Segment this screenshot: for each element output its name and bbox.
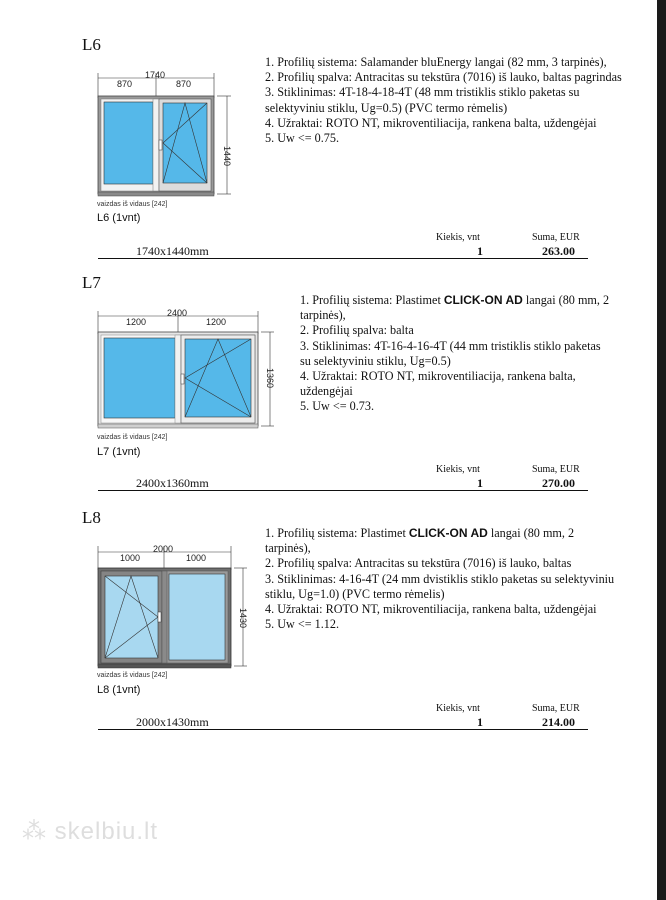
qty-value: 1 [477,476,483,490]
spec-line: 4. Užraktai: ROTO NT, mikroventiliacija, rankena balta, uždengėjai [265,115,597,130]
window-diagram-l6 [93,68,243,208]
item-code: L6 [82,35,101,54]
qty-label: Kiekis, vnt [436,703,480,714]
sum-value: 270.00 [542,476,575,490]
handle-icon [181,374,184,384]
spec-line [265,526,620,556]
dim-right-width: 870 [176,79,192,89]
spec-prefix: 1. Profilių sistema: Plastimet [300,293,444,307]
dim-total-width: 2000 [153,544,174,554]
item-code: L8 [82,508,101,527]
divider-rule [98,258,588,259]
dim-height: 1360 [265,368,275,389]
spec-line: 3. Stiklinimas: 4T-16-4-16-4T (44 mm tristiklis stiklo paketas su selektyviniu stiklu, Ug=0.5) [300,338,601,368]
drawing-caption: vaizdas iš vidaus [242] [97,434,168,441]
qty-label: Kiekis, vnt [436,464,480,475]
sum-label: Suma, EUR [532,232,580,243]
drawing-caption: vaizdas iš vidaus [242] [97,672,168,679]
window-size: 1740x1440mm [136,244,209,258]
spec-product-name: CLICK-ON AD [443,293,523,307]
spec-line: 2. Profilių spalva: Antracitas su tekstūra (7016) iš lauko, baltas [265,556,572,571]
spec-line: 2. Profilių spalva: balta [300,323,414,338]
glass-pane-left [105,576,158,658]
dim-height: 1430 [238,608,248,629]
dim-total-width: 2400 [167,308,188,318]
dim-left-width: 1200 [126,317,147,327]
spec-line: 3. Stiklinimas: 4-16-4T (24 mm dvistiklis stiklo paketas su selektyviniu stiklu, Ug=1.0) (PVC termo rėmelis) [265,571,615,601]
spec-line: 2. Profilių spalva: Antracitas su tekstūra (7016) iš lauko, baltas pagrindas [265,70,622,85]
sum-label: Suma, EUR [532,703,580,714]
spec-line: 1. Profilių sistema: Salamander bluEnergy langai (82 mm, 3 tarpinės), [265,55,607,69]
window-drawing [93,540,253,675]
spec-suffix: langai (80 mm, 2 tarpinės), [265,526,575,556]
glass-pane-left [104,338,175,418]
window-size: 2400x1360mm [136,476,209,490]
spec-product-name: CLICK-ON AD [408,526,488,540]
spec-list [265,526,620,632]
handle-icon [159,140,162,150]
divider-rule [98,729,588,730]
dim-left-width: 1000 [120,553,141,563]
window-diagram-l7 [93,306,278,434]
dim-height: 1440 [222,146,232,167]
sum-value: 263.00 [542,244,575,258]
spec-line: 4. Užraktai: ROTO NT, mikroventiliacija, rankena balta, uždengėjai [265,602,597,617]
spec-line: 5. Uw <= 0.73. [300,399,375,414]
spec-line: 3. Stiklinimas: 4T-18-4-18-4T (48 mm tristiklis stiklo paketas su selektyviniu stiklu, Ug=0.5) (PVC termo rėmelis) [265,85,580,115]
watermark-logo [22,817,158,846]
dim-right-width: 1000 [186,553,207,563]
glass-pane-right [185,339,251,417]
dim-left-width: 870 [117,79,133,89]
spec-prefix: 1. Profilių sistema: Plastimet [265,526,409,540]
spec-line: 5. Uw <= 1.12. [265,617,340,632]
dim-total-width: 1740 [145,70,166,80]
drawing-name: L7 (1vnt) [97,446,141,458]
sum-value: 214.00 [542,715,575,729]
window-drawing [93,306,278,434]
drawing-name: L8 (1vnt) [97,684,141,696]
window-drawing [93,68,243,208]
spec-list [300,293,610,415]
spec-line [300,293,610,323]
dim-right-width: 1200 [206,317,227,327]
qty-value: 1 [477,244,483,258]
right-edge-bar [657,0,666,900]
watermark-icon: ⁂ [22,818,55,845]
qty-label: Kiekis, vnt [436,232,480,243]
drawing-caption: vaizdas iš vidaus [242] [97,201,168,208]
glass-pane-right [163,103,207,183]
spec-line: 4. Užraktai: ROTO NT, mikroventiliacija, rankena balta, uždengėjai [300,369,576,399]
drawing-name: L6 (1vnt) [97,212,141,224]
sum-label: Suma, EUR [532,464,580,475]
spec-suffix: langai (80 mm, 2 tarpinės), [300,293,610,323]
handle-icon [158,612,161,622]
glass-pane-right [169,574,225,660]
spec-line: 5. Uw <= 0.75. [265,131,340,146]
glass-pane-left [104,102,153,184]
spec-list [265,55,625,146]
divider-rule [98,490,588,491]
window-diagram-l8 [93,540,253,675]
qty-value: 1 [477,715,483,729]
item-code: L7 [82,273,101,292]
watermark-text: skelbiu.lt [54,818,159,845]
window-size: 2000x1430mm [136,715,209,729]
